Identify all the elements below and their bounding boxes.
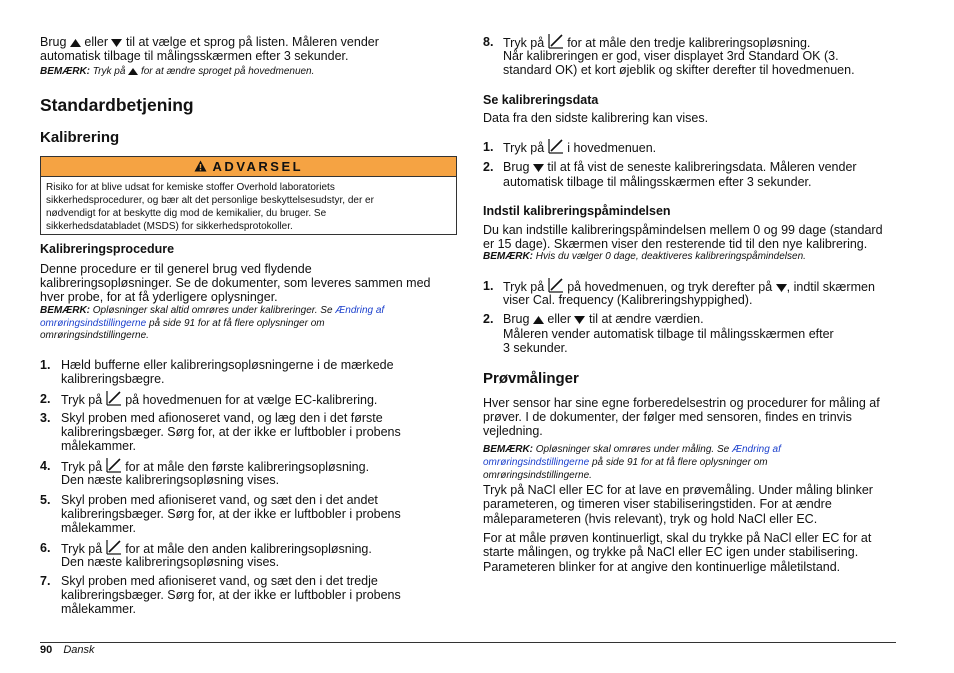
step-text-pre: Tryk på bbox=[503, 36, 545, 50]
warning-line: Risiko for at blive udsat for kemiske stoffer Overhold laboratoriets bbox=[46, 182, 335, 193]
sample-heading: Prøvmålinger bbox=[483, 370, 579, 387]
step-text: Hæld bufferne eller kalibreringsopløsningerne i de mærkede bbox=[61, 358, 394, 372]
cross-reference-link[interactable]: Ændring af bbox=[335, 305, 385, 316]
step-text-post: på hovedmenuen for at vælge EC-kalibrering. bbox=[125, 393, 378, 407]
step-text bbox=[503, 33, 810, 51]
step-text-post: til at få vist de seneste kalibreringsdata. Måleren vender bbox=[547, 160, 857, 174]
step-text: kalibreringsbæger. Sørg for, at der ikke er luftbobler i probens bbox=[61, 507, 401, 521]
reminder-heading: Indstil kalibreringspåmindelsen bbox=[483, 204, 671, 218]
step-text-pre: Tryk på bbox=[61, 542, 103, 556]
calibration-icon bbox=[548, 277, 564, 293]
step-text: 3 sekunder. bbox=[503, 341, 568, 355]
step-text-post: for at måle den tredje kalibreringsopløsning. bbox=[567, 36, 811, 50]
note-text: Tryk på bbox=[92, 66, 126, 77]
step-text: kalibreringsbægre. bbox=[61, 372, 165, 386]
arrow-up-icon bbox=[128, 67, 138, 76]
intro-brug: Brug bbox=[40, 35, 67, 49]
note-text: Opløsninger skal altid omrøres under kalibreringer. Se bbox=[92, 305, 333, 316]
data-heading: Se kalibreringsdata bbox=[483, 93, 599, 107]
step-text-pre: Brug bbox=[503, 160, 530, 174]
step-text: automatisk tilbage til målingsskærmen efter 3 sekunder. bbox=[503, 175, 812, 189]
step-text bbox=[503, 312, 704, 327]
arrow-up-icon bbox=[70, 38, 81, 48]
note-text: Opløsninger skal omrøres under måling. Se bbox=[535, 444, 730, 455]
calibration-icon bbox=[106, 390, 122, 406]
step-number: 7. bbox=[40, 574, 51, 588]
intro-line1 bbox=[40, 35, 379, 50]
arrow-down-icon bbox=[111, 38, 122, 48]
procedure-body: Denne procedure er til generel brug ved flydende bbox=[40, 262, 312, 276]
step-text bbox=[61, 457, 369, 475]
step-number: 2. bbox=[483, 312, 494, 326]
step-number: 1. bbox=[40, 358, 51, 372]
sample-body: starte målingen, og trykke på NaCl eller EC igen under stabilisering. bbox=[483, 545, 859, 559]
arrow-down-icon bbox=[574, 315, 585, 325]
warning-line: nødvendigt for at beskytte dig mod de kemikalier, du bruger. Se bbox=[46, 208, 327, 219]
sample-body: Parameteren blinker for at angive den kontinuerlige måletilstand. bbox=[483, 560, 841, 574]
step-text: viser Cal. frequency (Kalibreringshyppighed). bbox=[503, 293, 753, 307]
footer-rule bbox=[40, 642, 896, 643]
step-number: 6. bbox=[40, 541, 51, 555]
step-number: 1. bbox=[483, 140, 494, 154]
reminder-body: er 15 dage). Skærmen viser den resterende tid til den nye kalibrering. bbox=[483, 237, 868, 251]
step-text: målekammer. bbox=[61, 602, 137, 616]
reminder-note bbox=[483, 251, 806, 264]
arrow-down-icon bbox=[533, 163, 544, 173]
step-text bbox=[503, 138, 656, 156]
cross-reference-link[interactable]: omrøringsindstillingerne bbox=[483, 457, 590, 468]
procedure-body: hver probe, for at få yderligere oplysninger. bbox=[40, 290, 278, 304]
sample-body: måleparameteren (hvis relevant), tryk og hold NaCl eller EC. bbox=[483, 512, 818, 526]
step-text: Når kalibreringen er god, viser displayet 3rd Standard OK (3. bbox=[503, 49, 839, 63]
note-label: BEMÆRK: bbox=[40, 305, 90, 316]
step-number: 3. bbox=[40, 411, 51, 425]
intro-line2: automatisk tilbage til målingsskærmen efter 3 sekunder. bbox=[40, 49, 349, 63]
calibration-icon bbox=[548, 138, 564, 154]
step-text-mid: eller bbox=[547, 312, 571, 326]
step-text: standard OK) et kort øjeblik og skifter derefter til hovedmenuen. bbox=[503, 63, 855, 77]
reminder-body: Du kan indstille kalibreringspåmindelsen mellem 0 og 99 dage (standard bbox=[483, 223, 883, 237]
cross-reference-link[interactable]: Ændring af bbox=[731, 444, 781, 455]
note-label: BEMÆRK: bbox=[40, 66, 90, 77]
step-number: 8. bbox=[483, 35, 494, 49]
step-text: Skyl proben med afionoseret vand, og læg den i det første bbox=[61, 411, 383, 425]
procedure-note-2 bbox=[40, 318, 325, 331]
step-text-post: , indtil skærmen bbox=[786, 280, 875, 294]
step-number: 2. bbox=[40, 392, 51, 406]
step-text: kalibreringsbæger. Sørg for, at der ikke er luftbobler i probens bbox=[61, 425, 401, 439]
step-text-mid: på hovedmenuen, og tryk derefter på bbox=[567, 280, 773, 294]
intro-eller: eller bbox=[84, 35, 108, 49]
sample-body: Tryk på NaCl eller EC for at lave en prøvemåling. Under måling blinker bbox=[483, 483, 873, 497]
note-text: på side 91 for at få flere oplysninger om bbox=[148, 318, 325, 329]
step-text: Skyl proben med afioniseret vand, og sæt den i det tredje bbox=[61, 574, 378, 588]
sample-body: Hver sensor har sine egne forberedelsestrin og procedurer for måling af bbox=[483, 396, 880, 410]
step-text: målekammer. bbox=[61, 439, 137, 453]
warning-header bbox=[41, 157, 456, 177]
step-text bbox=[61, 390, 377, 408]
step-text: Den næste kalibreringsopløsning vises. bbox=[61, 473, 280, 487]
step-text: målekammer. bbox=[61, 521, 137, 535]
calibration-icon bbox=[106, 539, 122, 555]
step-text: kalibreringsbæger. Sørg for, at der ikke er luftbobler i probens bbox=[61, 588, 401, 602]
warning-title: ADVARSEL bbox=[212, 159, 304, 174]
step-text-post: for at måle den anden kalibreringsopløsning. bbox=[125, 542, 372, 556]
step-number: 4. bbox=[40, 459, 51, 473]
sample-body: prøver. I de dokumenter, der følger med sensoren, findes en trinvis bbox=[483, 410, 852, 424]
step-text: Skyl proben med afioniseret vand, og sæt den i det andet bbox=[61, 493, 378, 507]
note-text: på side 91 for at få flere oplysninger om bbox=[591, 457, 768, 468]
step-text-post: i hovedmenuen. bbox=[567, 141, 657, 155]
step-text-post: til at ændre værdien. bbox=[588, 312, 704, 326]
calibration-icon bbox=[106, 457, 122, 473]
footer-language: Dansk bbox=[63, 644, 95, 656]
procedure-body: kalibreringsopløsninger. Se de dokumenter, som leveres sammen med bbox=[40, 276, 431, 290]
step-text-pre: Tryk på bbox=[503, 141, 545, 155]
arrow-up-icon bbox=[533, 315, 544, 325]
step-text-pre: Tryk på bbox=[61, 460, 103, 474]
data-body: Data fra den sidste kalibrering kan vises. bbox=[483, 111, 709, 125]
note-text: omrøringsindstillingerne. bbox=[483, 470, 592, 481]
warning-body bbox=[41, 177, 456, 237]
section-heading: Standardbetjening bbox=[40, 95, 194, 115]
sample-note-2 bbox=[483, 457, 768, 470]
calibration-icon bbox=[548, 33, 564, 49]
sample-body: For at måle prøven kontinuerligt, skal du trykke på NaCl eller EC for at bbox=[483, 531, 872, 545]
note-text: omrøringsindstillingerne. bbox=[40, 330, 149, 341]
note-label: BEMÆRK: bbox=[483, 251, 533, 262]
step-text: Måleren vender automatisk tilbage til målingsskærmen efter bbox=[503, 327, 834, 341]
page-number: 90 bbox=[40, 644, 53, 656]
note-label: BEMÆRK: bbox=[483, 444, 533, 455]
sample-body: parameteren, og timeren viser stabiliseringstiden. For at ændre bbox=[483, 497, 832, 511]
step-text bbox=[503, 160, 857, 175]
cross-reference-link[interactable]: omrøringsindstillingerne bbox=[40, 318, 147, 329]
intro-note bbox=[40, 66, 314, 79]
step-text bbox=[61, 539, 372, 557]
intro-rest: til at vælge et sprog på listen. Måleren vender bbox=[125, 35, 379, 49]
subsection-heading: Kalibrering bbox=[40, 129, 120, 146]
warning-box bbox=[40, 156, 457, 235]
step-number: 2. bbox=[483, 160, 494, 174]
sample-note bbox=[483, 444, 781, 457]
page-footer bbox=[40, 644, 95, 656]
note-text: for at ændre sproget på hovedmenuen. bbox=[140, 66, 315, 77]
step-text: Den næste kalibreringsopløsning vises. bbox=[61, 555, 280, 569]
procedure-heading: Kalibreringsprocedure bbox=[40, 242, 175, 256]
step-text-post: for at måle den første kalibreringsopløsning. bbox=[125, 460, 370, 474]
step-number: 1. bbox=[483, 279, 494, 293]
procedure-note bbox=[40, 305, 384, 318]
arrow-down-icon bbox=[776, 283, 787, 293]
sample-body: vejledning. bbox=[483, 424, 543, 438]
step-text-pre: Tryk på bbox=[503, 280, 545, 294]
step-number: 5. bbox=[40, 493, 51, 507]
step-text-pre: Brug bbox=[503, 312, 530, 326]
step-text bbox=[503, 277, 875, 295]
warning-line: sikkerhedsdatabladet (MSDS) for sikkerhedsprotokoller. bbox=[46, 221, 293, 232]
warning-triangle-icon bbox=[194, 160, 207, 172]
warning-line: sikkerhedsprocedurer, og bær alt det personlige beskyttelsesudstyr, der er bbox=[46, 195, 374, 206]
note-text: Hvis du vælger 0 dage, deaktiveres kalibreringspåmindelsen. bbox=[535, 251, 806, 262]
step-text-pre: Tryk på bbox=[61, 393, 103, 407]
